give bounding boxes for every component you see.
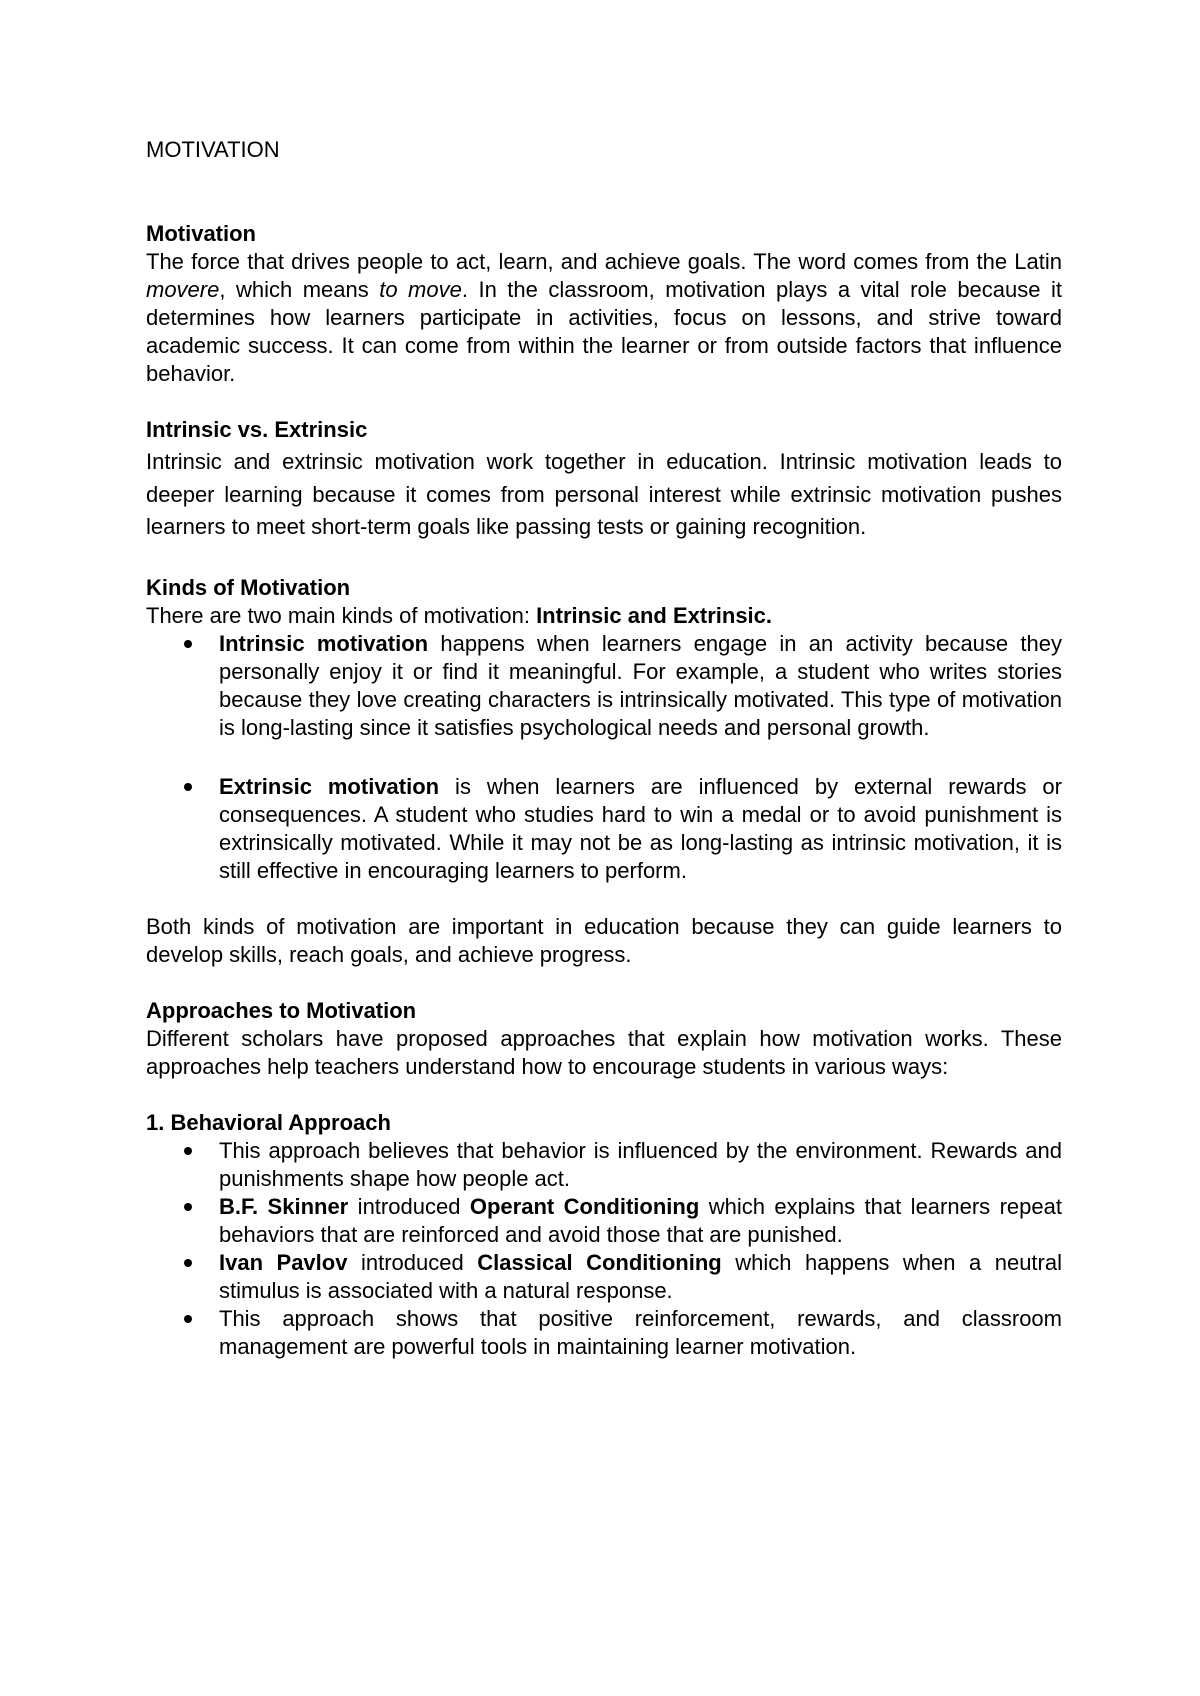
approaches-paragraph: Different scholars have proposed approaches that explain how motivation works. These approaches help teachers understand how to encourage students in various ways:	[146, 1025, 1062, 1079]
kinds-intro-bold: Intrinsic and Extrinsic.	[536, 602, 773, 628]
section-heading-behavioral: 1. Behavioral Approach	[146, 1109, 391, 1135]
behavioral-list	[146, 1137, 1062, 1361]
motivation-text-1: The force that drives people to act, learn, and achieve goals. The word comes from the Latin	[146, 249, 1062, 274]
skinner-name: B.F. Skinner	[219, 1193, 349, 1219]
section-motivation	[146, 220, 1062, 388]
operant-conditioning-term: Operant Conditioning	[469, 1193, 700, 1219]
bullet-icon	[184, 1315, 192, 1323]
classical-conditioning-term: Classical Conditioning	[477, 1249, 722, 1275]
intrinsic-term: Intrinsic motivation	[219, 630, 429, 656]
behavioral-point-1: This approach believes that behavior is influenced by the environment. Rewards and punishments shape how people act.	[219, 1137, 1062, 1191]
list-item	[146, 773, 1062, 885]
extrinsic-term: Extrinsic motivation	[219, 773, 440, 799]
extrinsic-text: is when learners are influenced by external rewards or consequences. A student who studies hard to win a medal or to avoid punishment is extrinsically motivated. While it may not be as long-lasting as intrinsic motivation, it is still effective in encouraging learners to perform.	[219, 773, 1062, 883]
kinds-intro	[146, 602, 1062, 630]
bullet-icon	[184, 783, 192, 791]
bullet-icon	[184, 1203, 192, 1211]
pavlov-text: which happens when a neutral stimulus is associated with a natural response.	[219, 1249, 1062, 1303]
motivation-text-2: , which means	[219, 277, 380, 302]
list-item	[146, 1249, 1062, 1305]
section-approaches	[146, 997, 1062, 1081]
intrinsic-vs-extrinsic-paragraph: Intrinsic and extrinsic motivation work together in education. Intrinsic motivation leads to deeper learning because it comes from personal interest while extrinsic motivation pushes learners to meet short-term goals like passing tests or gaining recognition.	[146, 449, 1062, 539]
section-behavioral-approach	[146, 1109, 1062, 1361]
skinner-text: which explains that learners repeat behaviors that are reinforced and avoid those that are punished.	[219, 1193, 1062, 1247]
document-title: MOTIVATION	[146, 137, 280, 162]
bullet-icon	[184, 1147, 192, 1155]
section-heading-intrinsic-vs-extrinsic: Intrinsic vs. Extrinsic	[146, 417, 368, 442]
document-page	[146, 136, 1062, 1361]
section-kinds-of-motivation	[146, 574, 1062, 969]
kinds-intro-text: There are two main kinds of motivation:	[146, 602, 537, 628]
list-item	[146, 1193, 1062, 1249]
list-item	[146, 1305, 1062, 1361]
motivation-paragraph	[146, 248, 1062, 388]
section-heading-motivation: Motivation	[146, 221, 256, 246]
list-item	[146, 630, 1062, 742]
behavioral-point-4: This approach shows that positive reinforcement, rewards, and classroom management are powerful tools in maintaining learner motivation.	[219, 1305, 1062, 1359]
latin-meaning: to move	[379, 277, 462, 302]
bullet-icon	[184, 1259, 192, 1267]
section-heading-approaches: Approaches to Motivation	[146, 997, 417, 1023]
motivation-text-3: . In the classroom, motivation plays a vital role because it determines how learners participate in activities, focus on lessons, and strive toward academic success. It can come from within the learner or from outside factors that influence behavior.	[146, 277, 1062, 386]
latin-word: movere	[146, 277, 220, 302]
kinds-list	[146, 630, 1062, 885]
both-kinds-paragraph: Both kinds of motivation are important in education because they can guide learners to develop skills, reach goals, and achieve progress.	[146, 913, 1062, 967]
section-heading-kinds: Kinds of Motivation	[146, 574, 351, 600]
bullet-icon	[184, 640, 192, 648]
skinner-mid: introduced	[348, 1193, 470, 1219]
list-item	[146, 1137, 1062, 1193]
intrinsic-text: happens when learners engage in an activity because they personally enjoy it or find it meaningful. For example, a student who writes stories because they love creating characters is intrinsically motivated. This type of motivation is long-lasting since it satisfies psychological needs and personal growth.	[219, 630, 1062, 740]
pavlov-mid: introduced	[347, 1249, 478, 1275]
pavlov-name: Ivan Pavlov	[219, 1249, 348, 1275]
section-intrinsic-vs-extrinsic	[146, 416, 1062, 544]
